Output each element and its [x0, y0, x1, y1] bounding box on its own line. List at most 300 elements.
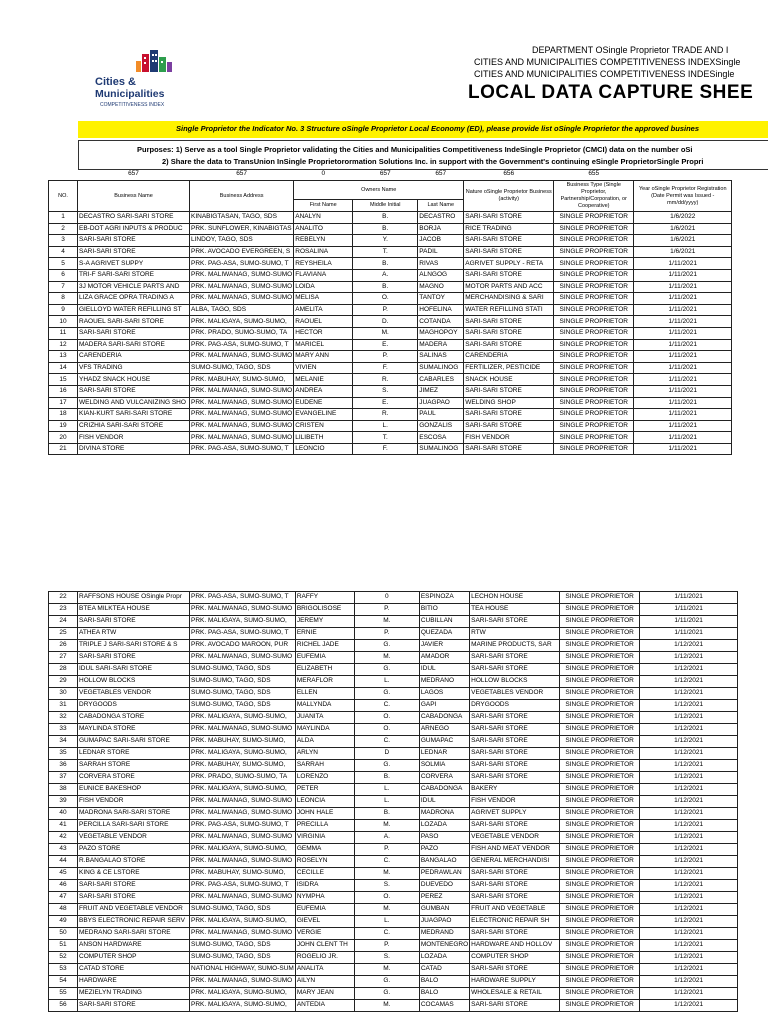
cell-date: 1/12/2021: [640, 940, 738, 952]
cell-no: 29: [49, 676, 78, 688]
cell-middle-initial: O.: [353, 293, 418, 305]
cell-middle-initial: S.: [354, 880, 419, 892]
cell-business-type: SINGLE PROPRIETOR: [560, 724, 640, 736]
cell-first-name: AMELITA: [294, 304, 353, 316]
cell-business-name: BBYS ELECTRONIC REPAIR SERV: [78, 916, 190, 928]
table-row: [49, 304, 732, 316]
cell-nature: SARI-SARI STORE: [464, 385, 554, 397]
cell-nature: HOLLOW BLOCKS: [470, 676, 560, 688]
cell-date: 1/12/2021: [640, 868, 738, 880]
cell-date: 1/11/2021: [634, 443, 732, 455]
table-row: [49, 700, 738, 712]
cell-last-name: CORVERA: [419, 772, 469, 784]
cell-business-type: SINGLE PROPRIETOR: [560, 664, 640, 676]
logo-line3: COMPETITIVENESS INDEX: [100, 102, 165, 108]
cell-first-name: HECTOR: [294, 327, 353, 339]
cell-middle-initial: T.: [353, 432, 418, 444]
cell-last-name: GUMBAN: [419, 904, 469, 916]
cell-business-address: PRK. MALIGAYA, SUMO-SUMO,: [190, 712, 296, 724]
cell-last-name: MAGHOPOY: [418, 327, 464, 339]
cell-middle-initial: O.: [354, 724, 419, 736]
cell-date: 1/12/2021: [640, 724, 738, 736]
table-row: [49, 385, 732, 397]
cell-business-name: TRI-F SARI-SARI STORE: [78, 269, 190, 281]
cell-nature: DRYGOODS: [470, 700, 560, 712]
cell-first-name: MAYLINDA: [295, 724, 354, 736]
cell-date: 1/11/2021: [634, 258, 732, 270]
cell-last-name: BORJA: [418, 223, 464, 235]
cell-date: 1/6/2022: [634, 212, 732, 224]
cell-no: 6: [49, 269, 78, 281]
cell-date: 1/12/2021: [640, 964, 738, 976]
purposes-box: [78, 140, 768, 170]
cell-middle-initial: G.: [354, 760, 419, 772]
cell-business-name: ANSON HARDWARE: [78, 940, 190, 952]
table-row: [49, 760, 738, 772]
table-row: [49, 223, 732, 235]
cell-nature: SARI-SARI STORE: [464, 339, 554, 351]
cell-no: 9: [49, 304, 78, 316]
cell-business-name: SARI-SARI STORE: [78, 385, 190, 397]
cell-business-address: PRK. MALIWANAG, SUMO-SUMO: [190, 604, 296, 616]
instruction-band: [78, 121, 768, 138]
cell-last-name: SUMALINOG: [418, 362, 464, 374]
cell-last-name: ESPINOZA: [419, 592, 469, 604]
cell-middle-initial: R.: [353, 374, 418, 386]
cell-date: 1/12/2021: [640, 928, 738, 940]
table-row: [49, 327, 732, 339]
cell-business-name: MEZIELYN TRADING: [78, 988, 190, 1000]
purpose-line-1: Purposes: 1) Serve as a tool Single Proprietor validating the Cities and Municipalities Competitiveness IndeSingle Proprietor (CMCI) data on the number oSi: [137, 145, 693, 154]
cell-date: 1/11/2021: [634, 269, 732, 281]
cell-business-address: PRK. MALIWANAG, SUMO-SUMO: [190, 832, 296, 844]
cell-middle-initial: E.: [353, 339, 418, 351]
cell-business-type: SINGLE PROPRIETOR: [560, 988, 640, 1000]
table-row: [49, 628, 738, 640]
cell-date: 1/12/2021: [640, 808, 738, 820]
cell-business-type: SINGLE PROPRIETOR: [554, 327, 634, 339]
table-row: [49, 940, 738, 952]
cell-business-name: FISH VENDOR: [78, 796, 190, 808]
cell-last-name: COCAMAS: [419, 1000, 469, 1012]
cell-last-name: SALINAS: [418, 351, 464, 363]
cell-business-address: NATIONAL HIGHWAY, SUMO-SUM: [190, 964, 296, 976]
cell-business-name: 3J MOTOR VEHICLE PARTS AND: [78, 281, 190, 293]
business-table-bottom: [48, 591, 738, 1012]
cell-first-name: MARY ANN: [294, 351, 353, 363]
cell-date: 1/12/2021: [640, 832, 738, 844]
cell-nature: SARI-SARI STORE: [470, 772, 560, 784]
cell-business-type: SINGLE PROPRIETOR: [560, 616, 640, 628]
cell-nature: SARI-SARI STORE: [470, 652, 560, 664]
cell-business-type: SINGLE PROPRIETOR: [554, 339, 634, 351]
cell-nature: VEGETABLE VENDOR: [470, 832, 560, 844]
table-row: [49, 892, 738, 904]
cell-no: 2: [49, 223, 78, 235]
cell-business-type: SINGLE PROPRIETOR: [554, 385, 634, 397]
table-row: [49, 374, 732, 386]
cell-business-type: SINGLE PROPRIETOR: [560, 748, 640, 760]
table-row: [49, 420, 732, 432]
cell-date: 1/12/2021: [640, 844, 738, 856]
cell-business-type: SINGLE PROPRIETOR: [560, 976, 640, 988]
cell-business-type: SINGLE PROPRIETOR: [560, 760, 640, 772]
cell-first-name: AILYN: [295, 976, 354, 988]
cell-date: 1/11/2021: [640, 592, 738, 604]
cell-date: 1/12/2021: [640, 904, 738, 916]
cell-middle-initial: O.: [354, 712, 419, 724]
cell-first-name: VIRGINIA: [295, 832, 354, 844]
cell-middle-initial: S.: [354, 952, 419, 964]
cell-business-address: PRK. MALIWANAG, SUMO-SUMO: [190, 724, 296, 736]
cell-first-name: ELIZABETH: [295, 664, 354, 676]
table-row: [49, 736, 738, 748]
cell-nature: SARI-SARI STORE: [470, 820, 560, 832]
instruction-text: Single Proprietor the Indicator No. 3 Structure oSingle Proprietor Local Economy (ED), please provide list oSingle Proprietor the approved busines: [176, 124, 700, 133]
cell-no: 24: [49, 616, 78, 628]
cell-nature: SARI-SARI STORE: [464, 235, 554, 247]
cell-last-name: JUAGPAO: [419, 916, 469, 928]
cell-nature: VEGETABLES VENDOR: [470, 688, 560, 700]
cell-business-name: SARI-SARI STORE: [78, 1000, 190, 1012]
cell-last-name: COTANDA: [418, 316, 464, 328]
cell-date: 1/12/2021: [640, 880, 738, 892]
cell-last-name: BALO: [419, 976, 469, 988]
cell-nature: AGRIVET SUPPLY - RETA: [464, 258, 554, 270]
cell-business-name: RAFFSONS HOUSE OSingle Propr: [78, 592, 190, 604]
cell-middle-initial: B.: [354, 772, 419, 784]
cell-last-name: MAGNO: [418, 281, 464, 293]
cell-no: 7: [49, 281, 78, 293]
cell-nature: SARI-SARI STORE: [470, 724, 560, 736]
cell-no: 34: [49, 736, 78, 748]
table-row: [49, 832, 738, 844]
cell-nature: SARI-SARI STORE: [470, 616, 560, 628]
cell-business-address: PRK. MALIWANAG, SUMO-SUMO: [190, 796, 296, 808]
cell-business-address: PRK. MALIWANAG, SUMO-SUMO: [190, 269, 294, 281]
cell-date: 1/12/2021: [640, 640, 738, 652]
cell-first-name: ANTEDIA: [295, 1000, 354, 1012]
cell-business-address: PRK. MALIWANAG, SUMO-SUMO: [190, 293, 294, 305]
cell-last-name: PEREZ: [419, 892, 469, 904]
cell-business-name: FRUIT AND VEGETABLE VENDOR: [78, 904, 190, 916]
cell-business-address: PRK. MABUHAY, SUMO-SUMO,: [190, 760, 296, 772]
cell-middle-initial: L.: [354, 916, 419, 928]
cell-nature: SARI-SARI STORE: [464, 269, 554, 281]
cell-date: 1/11/2021: [634, 293, 732, 305]
table-row: [49, 432, 732, 444]
cell-no: 43: [49, 844, 78, 856]
cell-last-name: ESCOSA: [418, 432, 464, 444]
table-row: [49, 235, 732, 247]
cell-business-name: LIZA GRACE OPRA TRADING A: [78, 293, 190, 305]
count-cell: 657: [379, 170, 391, 177]
cell-no: 33: [49, 724, 78, 736]
cell-middle-initial: M.: [354, 820, 419, 832]
table-row: [49, 712, 738, 724]
cell-first-name: ERNIE: [295, 628, 354, 640]
cell-last-name: MONTENEGRO: [419, 940, 469, 952]
cell-business-address: SUMO-SUMO, TAGO, SDS: [190, 688, 296, 700]
cell-nature: CARENDERIA: [464, 351, 554, 363]
cell-business-name: RAOUEL SARI-SARI STORE: [78, 316, 190, 328]
cell-first-name: JOHN HALE: [295, 808, 354, 820]
cell-business-address: PRK. PAG-ASA, SUMO-SUMO, T: [190, 880, 296, 892]
cell-no: 39: [49, 796, 78, 808]
cell-business-name: R.BANGALAO STORE: [78, 856, 190, 868]
cell-business-type: SINGLE PROPRIETOR: [560, 892, 640, 904]
cell-nature: SARI-SARI STORE: [470, 1000, 560, 1012]
cell-business-address: PRK. MALIWANAG, SUMO-SUMO: [190, 420, 294, 432]
cell-business-address: PRK. MALIWANAG, SUMO-SUMO: [190, 856, 296, 868]
cell-date: 1/11/2021: [634, 432, 732, 444]
cell-business-name: EUNICE BAKESHOP: [78, 784, 190, 796]
cell-middle-initial: R.: [353, 409, 418, 421]
cell-date: 1/12/2021: [640, 652, 738, 664]
cell-date: 1/12/2021: [640, 892, 738, 904]
cell-last-name: PAUL: [418, 409, 464, 421]
cell-last-name: DECASTRO: [418, 212, 464, 224]
cell-nature: SARI-SARI STORE: [464, 409, 554, 421]
cell-last-name: IDUL: [419, 664, 469, 676]
cell-business-address: PRK. MALIGAYA, SUMO-SUMO,: [190, 988, 296, 1000]
cell-date: 1/11/2021: [634, 420, 732, 432]
cell-middle-initial: G.: [354, 988, 419, 1000]
cell-first-name: LORENZO: [295, 772, 354, 784]
cell-nature: AGRIVET SUPPLY: [470, 808, 560, 820]
cell-first-name: ARLYN: [295, 748, 354, 760]
cell-first-name: SARRAH: [295, 760, 354, 772]
cell-date: 1/12/2021: [640, 712, 738, 724]
cell-first-name: ROSALINA: [294, 246, 353, 258]
table-row: [49, 212, 732, 224]
cell-first-name: CECILLE: [295, 868, 354, 880]
cell-nature: LECHON HOUSE: [470, 592, 560, 604]
cell-business-address: PRK. PAG-ASA, SUMO-SUMO, T: [190, 258, 294, 270]
cell-middle-initial: C.: [354, 928, 419, 940]
cell-business-name: CRIZHIA SARI-SARI STORE: [78, 420, 190, 432]
cell-date: 1/11/2021: [640, 604, 738, 616]
cell-first-name: PETER: [295, 784, 354, 796]
cell-business-name: CATAD STORE: [78, 964, 190, 976]
cell-no: 47: [49, 892, 78, 904]
cell-first-name: ANDREA: [294, 385, 353, 397]
cell-last-name: BANGALAO: [419, 856, 469, 868]
cell-no: 5: [49, 258, 78, 270]
cell-first-name: CRISTEN: [294, 420, 353, 432]
cell-middle-initial: G.: [354, 664, 419, 676]
cell-business-name: CARENDERIA: [78, 351, 190, 363]
cell-business-type: SINGLE PROPRIETOR: [554, 258, 634, 270]
cell-date: 1/11/2021: [634, 281, 732, 293]
cell-last-name: GAPI: [419, 700, 469, 712]
cell-business-address: LINDOY, TAGO, SDS: [190, 235, 294, 247]
cell-nature: WATER REFILLING STATI: [464, 304, 554, 316]
cell-nature: SNACK HOUSE: [464, 374, 554, 386]
cell-nature: SARI-SARI STORE: [470, 712, 560, 724]
table-row: [49, 820, 738, 832]
cell-no: 40: [49, 808, 78, 820]
cell-no: 13: [49, 351, 78, 363]
cell-last-name: JAVIER: [419, 640, 469, 652]
table-row: [49, 397, 732, 409]
cell-middle-initial: 0: [354, 592, 419, 604]
cell-no: 10: [49, 316, 78, 328]
cmci-logo: [92, 48, 187, 112]
cell-no: 19: [49, 420, 78, 432]
cell-middle-initial: S.: [353, 385, 418, 397]
cell-last-name: JIMEZ: [418, 385, 464, 397]
cell-no: 55: [49, 988, 78, 1000]
table-row: [49, 772, 738, 784]
cell-first-name: LOIDA: [294, 281, 353, 293]
cell-first-name: EUFEMIA: [295, 652, 354, 664]
cell-last-name: LEDNAR: [419, 748, 469, 760]
col-nature: Nature oSingle Proprietor Business (activity): [464, 181, 554, 212]
cell-nature: FERTILIZER, PESTICIDE: [464, 362, 554, 374]
cell-middle-initial: M.: [354, 616, 419, 628]
cell-no: 41: [49, 820, 78, 832]
cell-business-address: SUMO-SUMO, TAGO, SDS: [190, 940, 296, 952]
cell-last-name: CABADONGA: [419, 784, 469, 796]
cell-nature: SARI-SARI STORE: [464, 246, 554, 258]
table-row: [49, 616, 738, 628]
cell-business-name: WELDING AND VULCANIZING SHO: [78, 397, 190, 409]
cell-business-address: PRK. MALIGAYA, SUMO-SUMO,: [190, 316, 294, 328]
cell-no: 54: [49, 976, 78, 988]
table-row: [49, 748, 738, 760]
cell-no: 25: [49, 628, 78, 640]
cell-first-name: ISIDRA: [295, 880, 354, 892]
cell-business-address: SUMO-SUMO, TAGO, SDS: [190, 700, 296, 712]
cell-business-address: PRK. PRADO, SUMO-SUMO, TA: [190, 327, 294, 339]
cell-last-name: TANTOY: [418, 293, 464, 305]
cell-middle-initial: D.: [353, 316, 418, 328]
buildings-icon: [92, 48, 187, 112]
cell-no: 44: [49, 856, 78, 868]
cell-first-name: GEMMA: [295, 844, 354, 856]
cell-business-name: MADRONA SARI-SARI STORE: [78, 808, 190, 820]
purpose-line-2: 2) Share the data to TransUnion InSingle Proprietorormation Solutions Inc. in support with the Government's continuing eSingle ProprietorSingle Propri: [162, 157, 704, 166]
cell-first-name: ROSELYN: [295, 856, 354, 868]
cell-middle-initial: P.: [354, 604, 419, 616]
cell-middle-initial: M.: [354, 652, 419, 664]
table-row: [49, 652, 738, 664]
cell-last-name: PAZO: [419, 844, 469, 856]
cell-nature: SARI-SARI STORE: [464, 212, 554, 224]
cell-last-name: MEDRAND: [419, 928, 469, 940]
table-row: [49, 362, 732, 374]
cell-date: 1/6/2021: [634, 223, 732, 235]
cell-business-type: SINGLE PROPRIETOR: [560, 640, 640, 652]
cell-business-name: S-A AGRIVET SUPPY: [78, 258, 190, 270]
count-row: [49, 168, 732, 181]
cell-business-address: PRK. AVOCADO EVERGREEN, S: [190, 246, 294, 258]
cell-first-name: JEREMY: [295, 616, 354, 628]
cell-last-name: GUMAPAC: [419, 736, 469, 748]
cell-business-name: EB-DOT AGRI INPUTS & PRODUC: [78, 223, 190, 235]
cell-nature: SARI-SARI STORE: [464, 327, 554, 339]
cell-no: 4: [49, 246, 78, 258]
table-row: [49, 664, 738, 676]
cell-business-type: SINGLE PROPRIETOR: [560, 592, 640, 604]
cell-business-address: PRK. MALIWANAG, SUMO-SUMO: [190, 409, 294, 421]
cell-first-name: VIVIEN: [294, 362, 353, 374]
cell-last-name: AMADOR: [419, 652, 469, 664]
cell-business-type: SINGLE PROPRIETOR: [554, 223, 634, 235]
count-cell: 657: [128, 170, 139, 177]
cell-business-type: SINGLE PROPRIETOR: [560, 772, 640, 784]
cell-business-address: SUMO-SUMO, TAGO, SDS: [190, 362, 294, 374]
cell-no: 52: [49, 952, 78, 964]
cell-no: 3: [49, 235, 78, 247]
cell-last-name: CABARLES: [418, 374, 464, 386]
cell-middle-initial: L.: [353, 420, 418, 432]
cell-middle-initial: B.: [354, 808, 419, 820]
cell-no: 11: [49, 327, 78, 339]
col-first-name: First Name: [294, 200, 353, 212]
cell-no: 1: [49, 212, 78, 224]
cell-last-name: QUEZADA: [419, 628, 469, 640]
count-cell: 657: [236, 170, 248, 177]
cell-first-name: NYMPHA: [295, 892, 354, 904]
cell-nature: SARI-SARI STORE: [470, 928, 560, 940]
cell-business-address: PRK. PRADO, SUMO-SUMO, TA: [190, 772, 296, 784]
cell-business-type: SINGLE PROPRIETOR: [560, 604, 640, 616]
cell-business-type: SINGLE PROPRIETOR: [560, 868, 640, 880]
cell-business-name: VEGETABLES VENDOR: [78, 688, 190, 700]
cell-first-name: GIEVEL: [295, 916, 354, 928]
cell-business-address: PRK. PAG-ASA, SUMO-SUMO, T: [190, 628, 296, 640]
cell-business-address: SUMO-SUMO, TAGO, SDS: [190, 904, 296, 916]
cell-business-address: SUMO-SUMO, TAGO, SDS: [190, 952, 296, 964]
cell-first-name: ELLEN: [295, 688, 354, 700]
logo-line2: Municipalities: [95, 88, 165, 100]
cell-nature: MERCHANDISING & SARI: [464, 293, 554, 305]
col-last-name: Last Name: [418, 200, 464, 212]
cell-business-address: PRK. MALIGAYA, SUMO-SUMO,: [190, 616, 296, 628]
cell-no: 37: [49, 772, 78, 784]
cell-business-name: HOLLOW BLOCKS: [78, 676, 190, 688]
cell-date: 1/11/2021: [634, 362, 732, 374]
cell-nature: SARI-SARI STORE: [470, 664, 560, 676]
cell-business-name: CORVERA STORE: [78, 772, 190, 784]
cell-first-name: EVANGELINE: [294, 409, 353, 421]
cell-middle-initial: B.: [353, 223, 418, 235]
cell-business-name: MEDRANO SARI-SARI STORE: [78, 928, 190, 940]
cell-last-name: SOLMIA: [419, 760, 469, 772]
cell-first-name: BRIGOLISOSE: [295, 604, 354, 616]
table-row: [49, 724, 738, 736]
cell-business-type: SINGLE PROPRIETOR: [554, 420, 634, 432]
cell-business-type: SINGLE PROPRIETOR: [560, 928, 640, 940]
cell-date: 1/12/2021: [640, 772, 738, 784]
cell-business-address: PRK. MALIWANAG, SUMO-SUMO: [190, 351, 294, 363]
cell-first-name: EUDENE: [294, 397, 353, 409]
table-row: [49, 339, 732, 351]
cell-no: 53: [49, 964, 78, 976]
cell-date: 1/12/2021: [640, 736, 738, 748]
cell-nature: GENERAL MERCHANDISI: [470, 856, 560, 868]
cell-last-name: BITIO: [419, 604, 469, 616]
cell-no: 32: [49, 712, 78, 724]
cell-last-name: DUEVEDO: [419, 880, 469, 892]
cell-nature: MOTOR PARTS AND ACC: [464, 281, 554, 293]
table-row: [49, 976, 738, 988]
cell-last-name: PEDRAWLAN: [419, 868, 469, 880]
cell-business-type: SINGLE PROPRIETOR: [560, 844, 640, 856]
cell-business-name: IDUL SARI-SARI STORE: [78, 664, 190, 676]
